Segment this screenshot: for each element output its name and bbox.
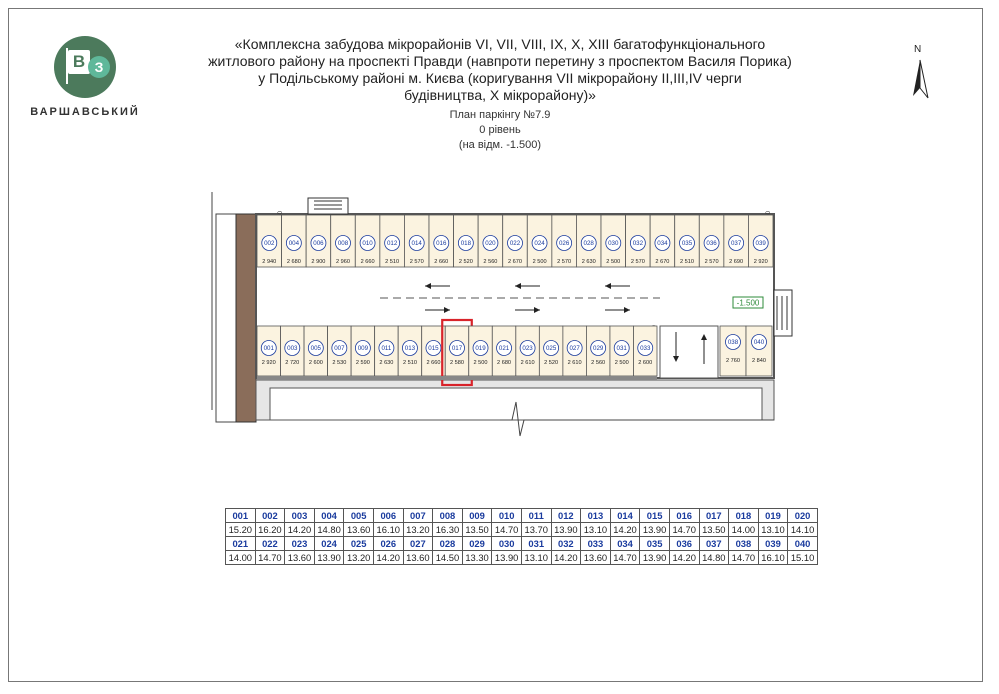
stall-id-cell: 029 <box>462 537 492 551</box>
stall-number: 010 <box>362 240 373 247</box>
stall-number: 022 <box>509 240 521 247</box>
stall-id-cell: 006 <box>373 509 403 523</box>
stall-area-cell: 13.90 <box>640 551 670 565</box>
stall-width: 2 660 <box>426 360 441 366</box>
stall-width: 2 520 <box>544 360 559 366</box>
stall-area-cell: 14.50 <box>433 551 463 565</box>
parking-stall[interactable] <box>375 326 399 376</box>
stall-width: 2 760 <box>726 358 740 364</box>
stall-width: 2 660 <box>434 259 449 265</box>
stall-id-cell: 004 <box>314 509 344 523</box>
stall-number: 030 <box>608 240 619 247</box>
area-table-number-row <box>226 537 818 551</box>
stall-number: 011 <box>381 345 392 352</box>
stall-width: 2 690 <box>729 259 744 265</box>
stall-area-cell: 13.60 <box>581 551 611 565</box>
stall-id-cell: 028 <box>433 537 463 551</box>
stall-number: 023 <box>522 345 533 352</box>
stall-area-cell: 16.30 <box>433 523 463 537</box>
stall-area-cell: 14.80 <box>699 551 729 565</box>
parking-stall[interactable] <box>539 326 563 376</box>
parking-stall[interactable] <box>699 215 724 267</box>
stall-number: 015 <box>428 345 439 352</box>
stall-id-cell: 025 <box>344 537 374 551</box>
stall-number: 033 <box>640 345 651 352</box>
stall-number: 016 <box>436 240 447 247</box>
stall-width: 2 500 <box>614 360 629 366</box>
stall-area-cell: 13.10 <box>581 523 611 537</box>
stall-area-cell: 13.90 <box>492 551 522 565</box>
level-mark: -1.500 <box>736 298 760 308</box>
parking-stall[interactable] <box>601 215 626 267</box>
stall-id-cell: 039 <box>758 537 788 551</box>
stall-number: 012 <box>386 240 398 247</box>
stall-width: 2 920 <box>753 259 768 265</box>
stall-area-cell: 15.20 <box>226 523 256 537</box>
stall-width: 2 570 <box>557 259 572 265</box>
stall-number: 021 <box>498 345 510 352</box>
stall-number: 002 <box>264 240 275 247</box>
stall-number: 007 <box>334 345 345 352</box>
parking-stall[interactable] <box>304 326 328 376</box>
stall-id-cell: 026 <box>373 537 403 551</box>
stall-area-cell: 13.70 <box>521 523 551 537</box>
stall-id-cell: 031 <box>521 537 551 551</box>
stall-id-cell: 036 <box>669 537 699 551</box>
parking-stall[interactable] <box>626 215 651 267</box>
stall-width: 2 680 <box>497 360 512 366</box>
stall-id-cell: 014 <box>610 509 640 523</box>
parking-stall[interactable] <box>633 326 657 376</box>
stall-id-cell: 002 <box>255 509 285 523</box>
stall-area-cell: 13.50 <box>699 523 729 537</box>
parking-stall[interactable] <box>454 215 479 267</box>
stall-area-cell: 13.60 <box>285 551 315 565</box>
stall-id-cell: 009 <box>462 509 492 523</box>
stall-area-cell: 13.10 <box>521 551 551 565</box>
stall-number: 014 <box>411 240 422 247</box>
stall-id-cell: 037 <box>699 537 729 551</box>
parking-stall[interactable] <box>328 326 352 376</box>
parking-stall[interactable] <box>331 215 356 267</box>
stall-number: 039 <box>755 240 766 247</box>
stall-area-cell: 14.10 <box>788 523 818 537</box>
stall-id-cell: 015 <box>640 509 670 523</box>
parking-stall[interactable] <box>746 326 772 376</box>
stall-id-cell: 021 <box>226 537 256 551</box>
stall-area-cell: 14.70 <box>610 551 640 565</box>
stall-id-cell: 017 <box>699 509 729 523</box>
stall-width: 2 660 <box>360 259 375 265</box>
stall-area-cell: 14.70 <box>492 523 522 537</box>
stall-width: 2 900 <box>311 259 326 265</box>
parking-stall[interactable] <box>351 326 375 376</box>
stall-id-cell: 033 <box>581 537 611 551</box>
stall-width: 2 720 <box>285 360 300 366</box>
logo-flag: В <box>68 50 90 74</box>
stall-number: 028 <box>583 240 594 247</box>
stall-width: 2 630 <box>379 360 394 366</box>
parking-stall[interactable] <box>748 215 773 267</box>
stall-id-cell: 022 <box>255 537 285 551</box>
stall-number: 032 <box>632 240 644 247</box>
stall-area-cell: 16.10 <box>373 523 403 537</box>
stall-width: 2 920 <box>261 360 276 366</box>
stall-id-cell: 016 <box>669 509 699 523</box>
area-table-value-row <box>226 523 818 537</box>
ramp <box>660 326 718 378</box>
stall-width: 2 630 <box>581 259 596 265</box>
project-title: «Комплексна забудова мікрорайонів VI, VII, VIII, IX, X, XIII багатофункціонального житлового району на проспекті Правди (навпроти перетину з проспектом Василя Порика) у Подільському районі м. Києва (коригування VII мікрорайону II,III,IV черги будівництва, Х мікрорайону)» <box>208 36 792 103</box>
parking-stall[interactable] <box>429 215 454 267</box>
parking-stall[interactable] <box>724 215 749 267</box>
stall-id-cell: 038 <box>729 537 759 551</box>
stall-width: 2 590 <box>355 360 370 366</box>
parking-stall[interactable] <box>576 215 601 267</box>
stall-width: 2 680 <box>286 259 301 265</box>
stall-number: 029 <box>593 345 604 352</box>
stall-number: 027 <box>569 345 580 352</box>
area-table <box>225 508 818 565</box>
stall-width: 2 570 <box>409 259 424 265</box>
parking-stall[interactable] <box>282 215 307 267</box>
stall-id-cell: 018 <box>729 509 759 523</box>
stall-area-cell: 14.20 <box>285 523 315 537</box>
stall-width: 2 610 <box>520 360 535 366</box>
parking-stall[interactable] <box>404 215 429 267</box>
stall-width: 2 840 <box>752 358 766 364</box>
stall-area-cell: 14.70 <box>669 523 699 537</box>
stall-width: 2 560 <box>591 360 606 366</box>
parking-stall[interactable] <box>469 326 493 376</box>
plan-level: 0 рівень <box>479 124 521 136</box>
wall-left <box>236 214 256 422</box>
stall-id-cell: 008 <box>433 509 463 523</box>
parking-stall[interactable] <box>281 326 305 376</box>
stall-area-cell: 15.10 <box>788 551 818 565</box>
stall-area-cell: 14.20 <box>551 551 581 565</box>
stall-width: 2 670 <box>655 259 670 265</box>
stall-area-cell: 14.00 <box>226 551 256 565</box>
stall-width: 2 500 <box>473 360 488 366</box>
parking-stall[interactable] <box>516 326 540 376</box>
area-table-value-row <box>226 551 818 565</box>
parking-stall[interactable] <box>257 215 282 267</box>
stall-number: 035 <box>681 240 693 247</box>
parking-stall[interactable] <box>257 326 281 376</box>
stall-width: 2 600 <box>638 360 653 366</box>
parking-stall[interactable] <box>503 215 528 267</box>
stall-area-cell: 13.90 <box>551 523 581 537</box>
stall-id-cell: 005 <box>344 509 374 523</box>
logo-badge: З <box>88 56 110 78</box>
stall-width: 2 560 <box>483 259 498 265</box>
stall-id-cell: 027 <box>403 537 433 551</box>
stall-number: 034 <box>657 240 668 247</box>
stall-number: 040 <box>753 339 765 346</box>
stall-width: 2 570 <box>630 259 645 265</box>
stall-area-cell: 16.20 <box>255 523 285 537</box>
stair-top <box>308 198 348 214</box>
stall-area-cell: 13.60 <box>403 551 433 565</box>
stall-width: 2 510 <box>402 360 417 366</box>
stall-width: 2 610 <box>567 360 582 366</box>
stall-id-cell: 013 <box>581 509 611 523</box>
parking-stall[interactable] <box>355 215 380 267</box>
stall-number: 018 <box>460 240 472 247</box>
stall-area-cell: 13.30 <box>462 551 492 565</box>
stall-width: 2 600 <box>308 360 323 366</box>
stall-id-cell: 034 <box>610 537 640 551</box>
stall-id-cell: 023 <box>285 537 315 551</box>
stall-number: 037 <box>730 240 742 247</box>
stall-width: 2 940 <box>262 259 277 265</box>
stall-area-cell: 14.00 <box>729 523 759 537</box>
parking-stall[interactable] <box>720 326 746 376</box>
area-table-number-row <box>226 509 818 523</box>
parking-stall[interactable] <box>492 326 516 376</box>
stall-id-cell: 003 <box>285 509 315 523</box>
parking-stall[interactable] <box>675 215 700 267</box>
stall-width: 2 530 <box>332 360 347 366</box>
logo-name: ВАРШАВСЬКИЙ <box>30 106 140 118</box>
stall-number: 038 <box>727 339 739 346</box>
stall-id-cell: 030 <box>492 537 522 551</box>
stall-id-cell: 032 <box>551 537 581 551</box>
stall-number: 001 <box>263 345 274 352</box>
stall-number: 026 <box>558 240 570 247</box>
stall-width: 2 520 <box>458 259 473 265</box>
parking-stall[interactable] <box>650 215 675 267</box>
stall-width: 2 510 <box>385 259 400 265</box>
stall-area-cell: 16.10 <box>758 551 788 565</box>
stall-area-cell: 14.70 <box>255 551 285 565</box>
parking-stall[interactable] <box>527 215 552 267</box>
stall-id-cell: 010 <box>492 509 522 523</box>
stall-area-cell: 13.50 <box>462 523 492 537</box>
stall-id-cell: 011 <box>521 509 551 523</box>
stall-width: 2 500 <box>606 259 621 265</box>
stall-area-cell: 14.20 <box>669 551 699 565</box>
stall-number: 024 <box>534 240 545 247</box>
stall-area-cell: 13.20 <box>344 551 374 565</box>
parking-stall[interactable] <box>563 326 587 376</box>
stall-area-cell: 13.60 <box>344 523 374 537</box>
stall-width: 2 500 <box>532 259 547 265</box>
stall-number: 006 <box>313 240 324 247</box>
stall-number: 009 <box>357 345 369 352</box>
stall-id-cell: 035 <box>640 537 670 551</box>
stall-id-cell: 007 <box>403 509 433 523</box>
north-label: N <box>914 44 922 55</box>
plan-name: План паркінгу №7.9 <box>449 109 551 121</box>
stall-width: 2 510 <box>680 259 694 265</box>
traffic-arrows <box>380 283 660 313</box>
stall-id-cell: 024 <box>314 537 344 551</box>
parking-stall[interactable] <box>398 326 422 376</box>
stall-id-cell: 019 <box>758 509 788 523</box>
parking-stall[interactable] <box>442 320 472 385</box>
stall-number: 020 <box>485 240 496 247</box>
stall-id-cell: 040 <box>788 537 818 551</box>
stall-area-cell: 14.20 <box>610 523 640 537</box>
stall-area-cell: 13.90 <box>640 523 670 537</box>
stall-number: 013 <box>404 345 416 352</box>
stall-number: 003 <box>287 345 298 352</box>
stall-width: 2 570 <box>704 259 719 265</box>
stall-area-cell: 13.90 <box>314 551 344 565</box>
stall-number: 008 <box>337 240 349 247</box>
stall-width: 2 670 <box>508 259 522 265</box>
stall-number: 004 <box>288 240 300 247</box>
parking-stall[interactable] <box>380 215 405 267</box>
stall-area-cell: 13.10 <box>758 523 788 537</box>
stall-id-cell: 020 <box>788 509 818 523</box>
stall-id-cell: 001 <box>226 509 256 523</box>
parking-stall[interactable] <box>552 215 577 267</box>
parking-stall[interactable] <box>610 326 634 376</box>
stall-number: 031 <box>616 345 627 352</box>
stall-area-cell: 13.20 <box>403 523 433 537</box>
parking-stall[interactable] <box>306 215 331 267</box>
stall-number: 005 <box>310 345 321 352</box>
stall-area-cell: 14.80 <box>314 523 344 537</box>
plan-elevation: (на відм. -1.500) <box>458 139 542 151</box>
stall-id-cell: 012 <box>551 509 581 523</box>
stall-width: 2 580 <box>450 360 464 366</box>
stall-area-cell: 14.70 <box>729 551 759 565</box>
stall-number: 025 <box>545 345 557 352</box>
stall-number: 036 <box>706 240 717 247</box>
stall-width: 2 960 <box>336 259 350 265</box>
parking-stall[interactable] <box>586 326 610 376</box>
parking-stall[interactable] <box>478 215 503 267</box>
stall-number: 019 <box>475 345 486 352</box>
stall-number: 017 <box>451 345 463 352</box>
stall-area-cell: 14.20 <box>373 551 403 565</box>
